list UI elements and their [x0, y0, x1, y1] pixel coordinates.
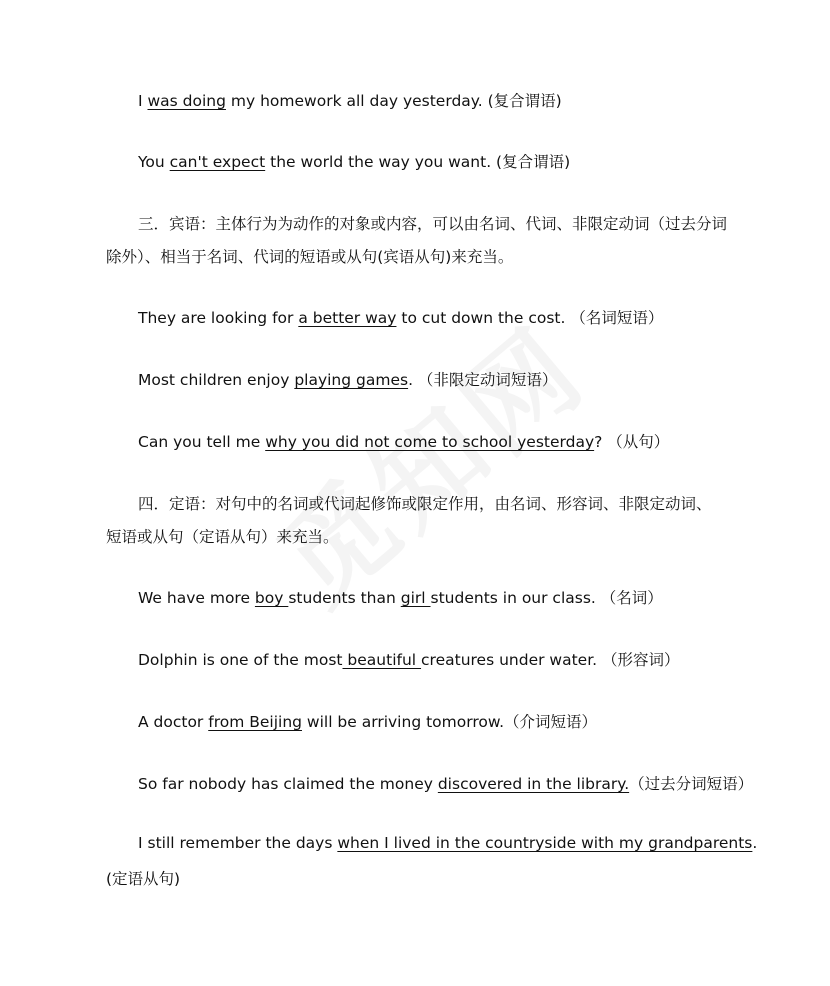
text: They are looking for — [138, 309, 299, 327]
text: I still remember the days — [138, 834, 338, 852]
section-heading-object: 三．宾语：主体行为为动作的对象或内容，可以由名词、代词、非限定动词（过去分词 — [138, 215, 728, 233]
example-sentence — [138, 710, 597, 732]
example-sentence — [138, 89, 562, 111]
underlined-phrase: discovered in the library. — [437, 775, 630, 793]
text: students in our class. （名词） — [430, 589, 663, 607]
text: . （非限定动词短语） — [408, 371, 558, 389]
example-annotation: (定语从句) — [106, 870, 181, 888]
text: creatures under water. （形容词） — [421, 651, 680, 669]
example-sentence — [138, 772, 753, 794]
example-sentence — [138, 368, 557, 390]
example-sentence — [138, 834, 757, 852]
text: You — [138, 153, 170, 171]
example-sentence — [138, 306, 663, 328]
underlined-phrase: boy — [254, 589, 289, 607]
underlined-phrase: playing games — [294, 371, 409, 389]
text: the world the way you want. (复合谓语) — [265, 153, 571, 171]
underlined-phrase: girl — [400, 589, 431, 607]
underlined-phrase: beautiful — [342, 651, 422, 669]
underlined-phrase: was doing — [147, 92, 226, 110]
underlined-phrase: when I lived in the countryside with my grandparents — [337, 834, 753, 852]
section-heading-attribute: 四．定语：对句中的名词或代词起修饰或限定作用，由名词、形容词、非限定动词、 — [138, 495, 712, 513]
text: will be arriving tomorrow.（介词短语） — [301, 713, 598, 731]
underlined-phrase: can't expect — [169, 153, 266, 171]
text: ? （从句） — [594, 433, 670, 451]
text: So far nobody has claimed the money — [138, 775, 438, 793]
example-sentence — [138, 586, 663, 608]
section-heading-object-cont: 除外）、相当于名词、代词的短语或从句(宾语从句)来充当。 — [106, 248, 514, 266]
text: . — [752, 834, 758, 852]
example-sentence — [138, 150, 570, 172]
text: A doctor — [138, 713, 209, 731]
underlined-phrase: from Beijing — [208, 713, 302, 731]
example-sentence — [138, 430, 669, 452]
text: Dolphin is one of the most — [138, 651, 343, 669]
text: students than — [288, 589, 401, 607]
example-sentence — [138, 648, 680, 670]
text: Can you tell me — [138, 433, 266, 451]
underlined-phrase: why you did not come to school yesterday — [265, 433, 595, 451]
text: my homework all day yesterday. (复合谓语) — [225, 92, 562, 110]
text: I — [138, 92, 148, 110]
text: We have more — [138, 589, 255, 607]
watermark — [241, 285, 614, 634]
text: （过去分词短语） — [629, 775, 754, 793]
text: to cut down the cost. （名词短语） — [396, 309, 664, 327]
text: Most children enjoy — [138, 371, 295, 389]
underlined-phrase: a better way — [298, 309, 397, 327]
section-heading-attribute-cont: 短语或从句（定语从句）来充当。 — [106, 528, 339, 546]
